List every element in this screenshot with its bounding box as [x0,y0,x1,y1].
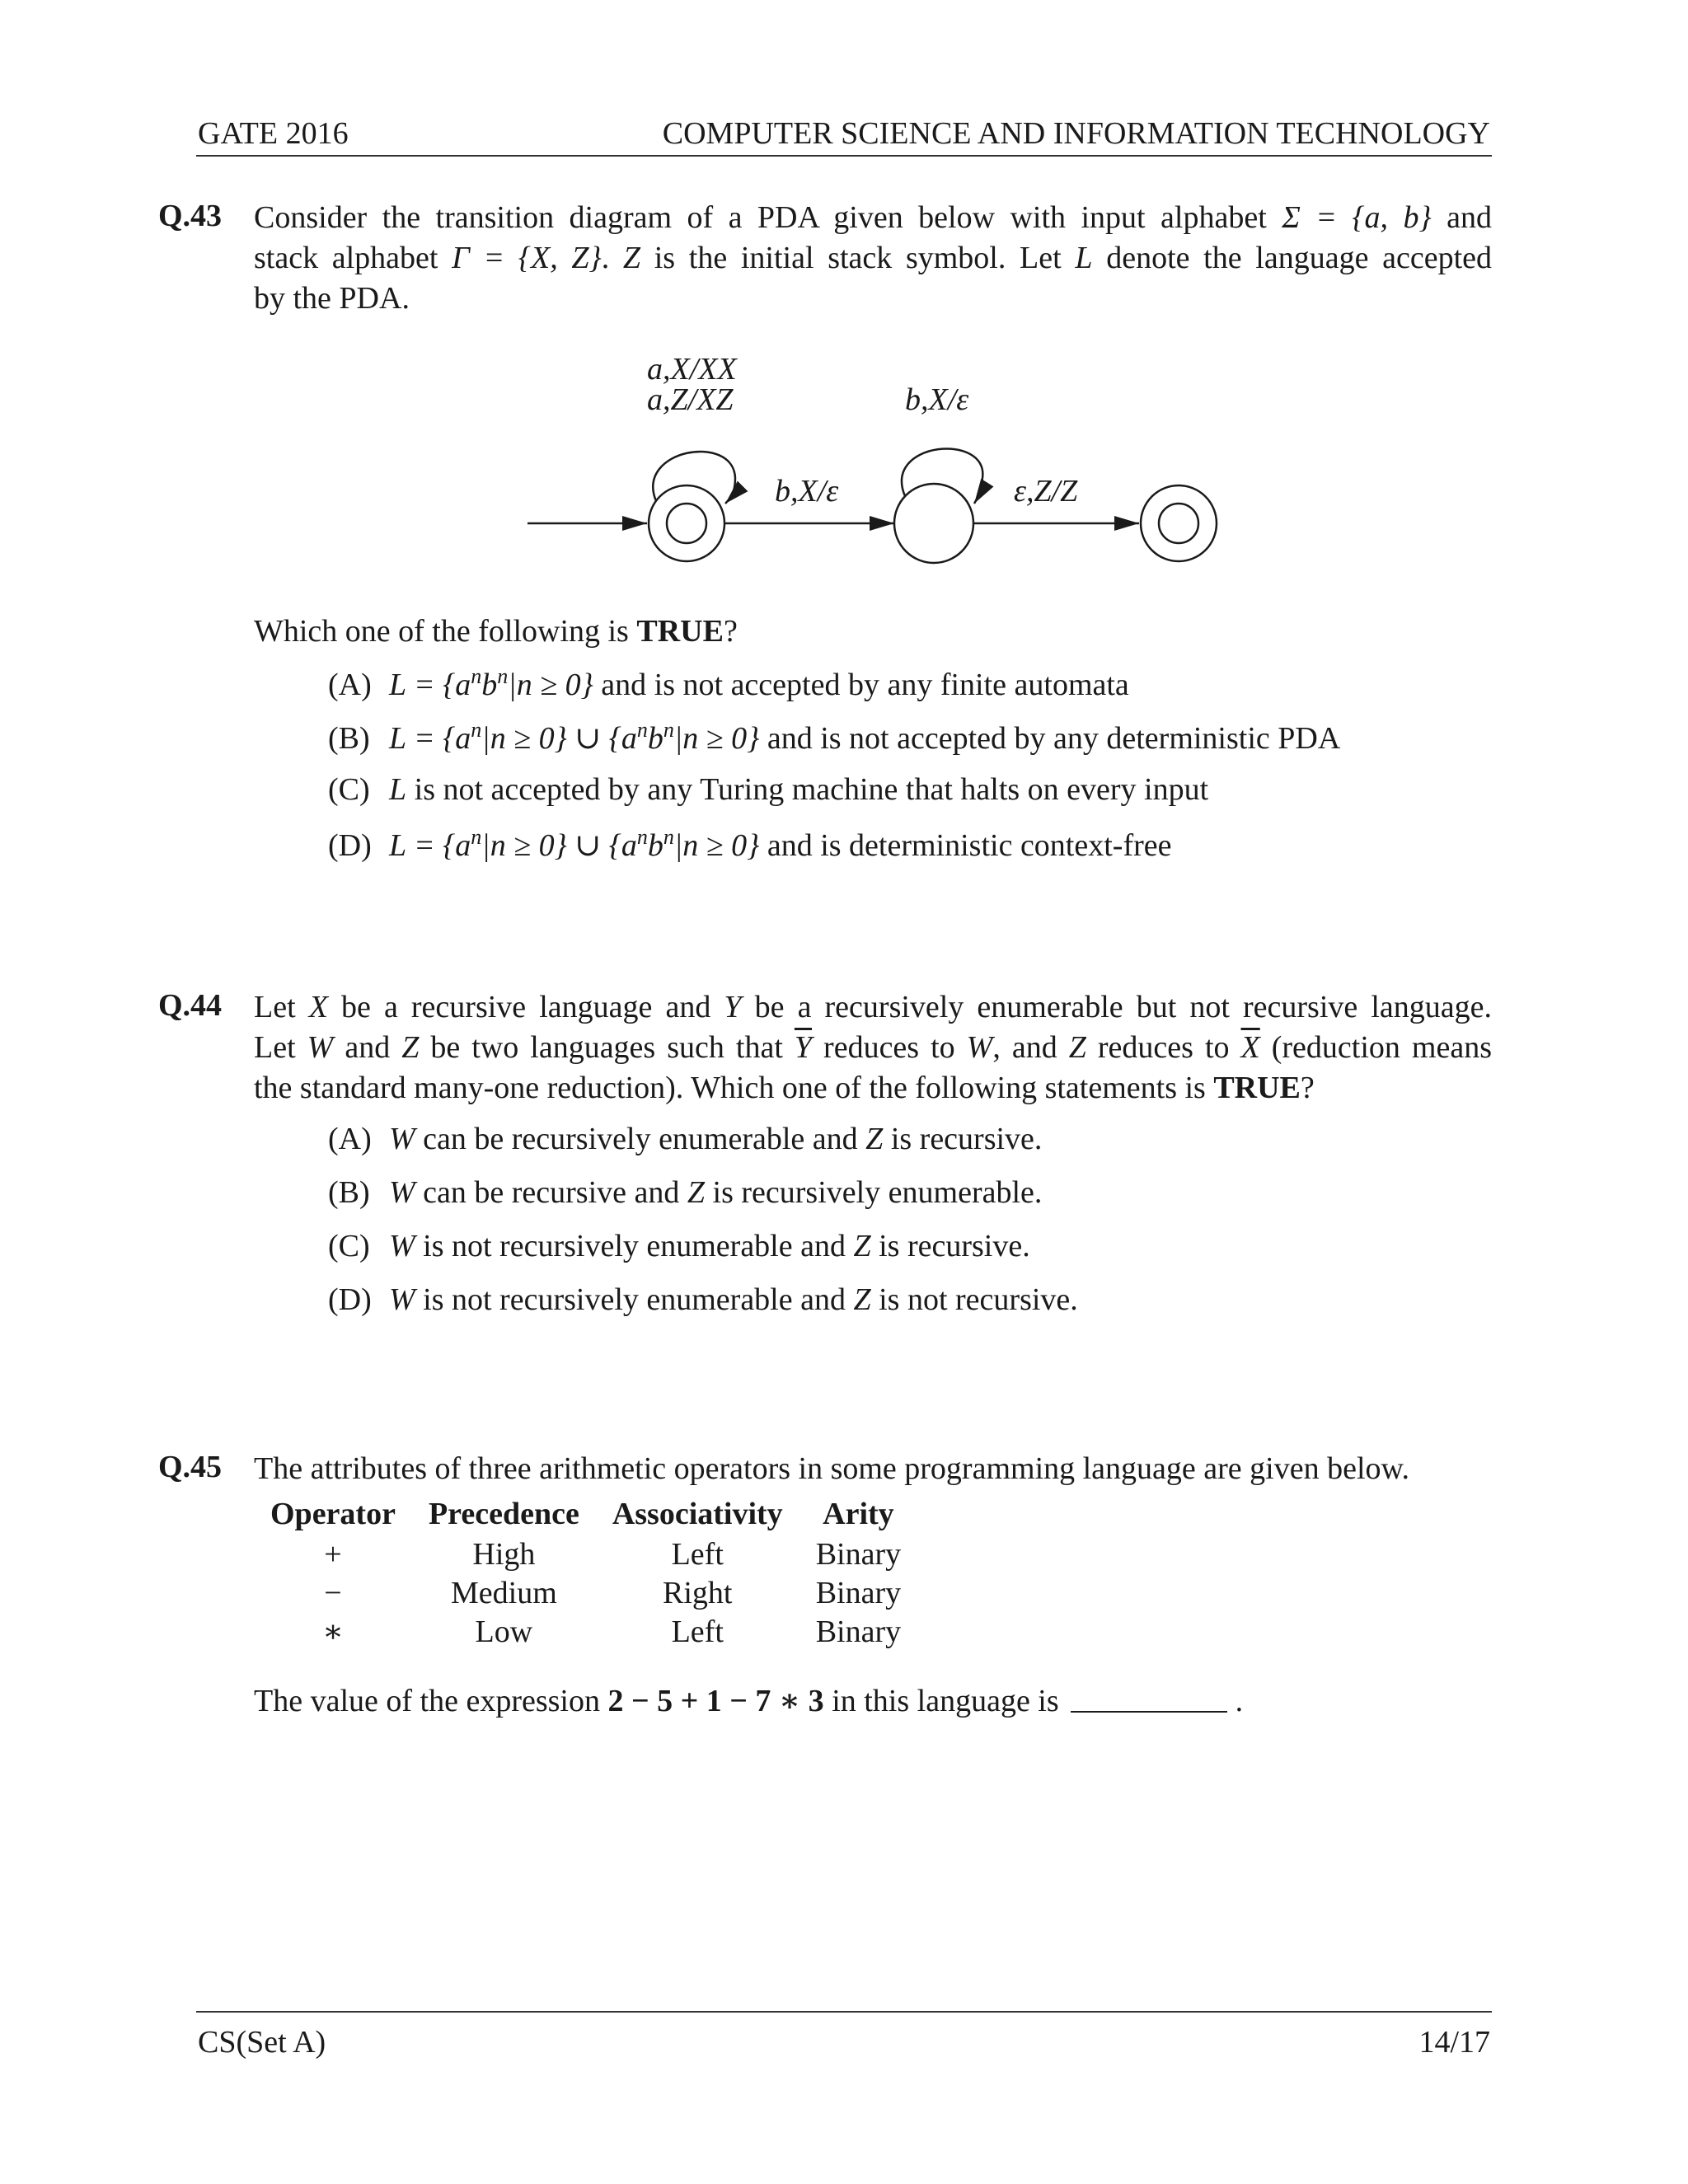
table-row: + High Left Binary [324,1536,902,1572]
option-43-b: (B) $L = \{a^n|n \ge 0\}$ ∪ $\{a^nb^n|n \ge 0\}$ and is not accepted by any deterministic PDA [328,718,1341,756]
question-number-43: Q.43 [158,199,223,233]
header-arity: Arity [823,1497,894,1531]
answer-blank [1071,1686,1227,1713]
state-2 [894,484,973,563]
question-number-44: Q.44 [158,988,223,1023]
loop-1 [653,452,735,504]
sigma-math: Σ = {a, b} [1282,200,1432,235]
pda-transition-diagram [519,350,1228,581]
question-number-45: Q.45 [158,1450,223,1484]
table-row: ∗ Low Left Binary [322,1614,902,1649]
header-associativity: Associativity [612,1497,783,1531]
question-44-text: Let X be a recursive language and Y be a recursively enumerable but not recursive language. Let W and Z be two languages such that $\overline{Y}$ reduces to W, and Z reduces to $\overline{X}$ (reduction means the standard many-one reduction). Which one of the following statements is TRUE? [254,990,1492,1105]
question-45-value-line: The value of the expression 2 − 5 + 1 − 7 ∗ 3 in this language is . [254,1684,1244,1718]
option-44-c: (C) W is not recursively enumerable and Z is recursive. [328,1229,1030,1263]
gamma-math: Γ = {X, Z} [452,241,602,275]
y-complement: $\overline{Y}$ [794,1030,813,1065]
page-footer [196,2011,1492,2070]
loop-1-label-top: a,X/XX [647,352,737,387]
option-43-c: (C) L is not accepted by any Turing machine that halts on every input [328,772,1209,807]
header-exam-name: GATE 2016 [198,116,349,151]
option-44-d: (D) W is not recursively enumerable and Z is not recursive. [328,1282,1078,1317]
option-44-b: (B) W can be recursive and Z is recursively enumerable. [328,1175,1043,1210]
state-1 [649,485,724,561]
footer-page-number: 14/17 [1418,2025,1490,2060]
footer-set: CS(Set A) [198,2025,326,2060]
header-operator: Operator [270,1497,396,1531]
option-43-d: (D) $L = \{a^n|n \ge 0\}$ ∪ $\{a^nb^n|n \ge 0\}$ and is deterministic context-free [328,825,1172,863]
question-43-text: Consider the transition diagram of a PDA given below with input alphabet Σ = {a, b} and stack alphabet Γ = {X, Z}. Z is the initial stack symbol. Let L denote the language accepted by the PDA. [254,200,1493,316]
header-precedence: Precedence [428,1497,579,1531]
table-row: − Medium Right Binary [324,1575,902,1610]
state-3-accept-ring [1159,504,1198,543]
state-3 [1141,485,1217,561]
state-1-accept-ring [667,504,706,543]
edge-1-label: b,X/ε [775,474,839,509]
question-43-prompt: Which one of the following is TRUE? [254,614,738,649]
header-subject: COMPUTER SCIENCE AND INFORMATION TECHNOLOGY [662,116,1490,151]
x-complement: $\overline{X}$ [1240,1030,1260,1065]
table-header-row [262,1493,917,1535]
option-43-a: (A) $L = \{a^nb^n|n \ge 0\}$ and is not accepted by any finite automata [328,664,1129,702]
operator-attributes-table [262,1493,917,1651]
expression: 2 − 5 + 1 − 7 ∗ 3 [607,1684,824,1718]
page-header [196,114,1492,157]
loop-1-label-bottom: a,Z/XZ [647,382,734,417]
edge-2-label: ε,Z/Z [1014,474,1078,509]
question-45-intro: The attributes of three arithmetic operators in some programming language are given below. [254,1451,1409,1486]
loop-2 [902,448,982,504]
loop-2-label: b,X/ε [905,382,969,417]
option-44-a: (A) W can be recursively enumerable and Z is recursive. [328,1122,1043,1156]
